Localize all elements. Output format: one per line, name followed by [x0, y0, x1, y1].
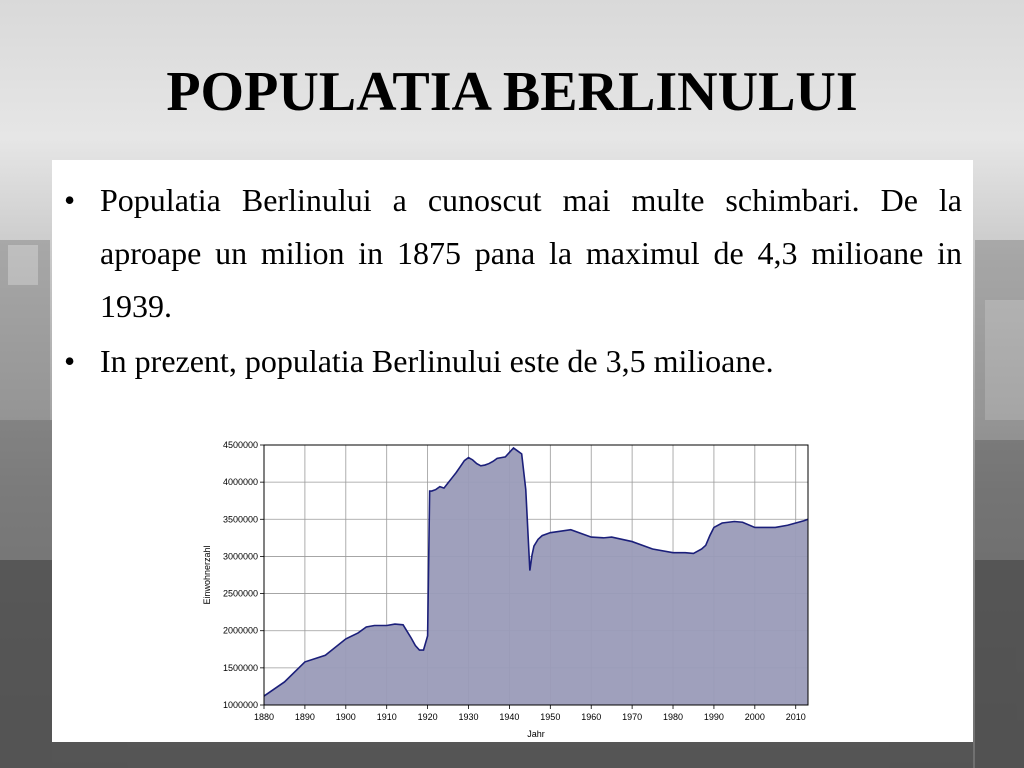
x-tick-label: 1940 — [499, 712, 520, 722]
x-tick-label: 1950 — [540, 712, 561, 722]
x-tick-label: 1900 — [335, 712, 356, 722]
x-tick-label: 1960 — [581, 712, 602, 722]
y-tick-label: 1000000 — [222, 700, 258, 710]
y-tick-label: 4500000 — [222, 440, 258, 450]
x-tick-label: 1910 — [376, 712, 397, 722]
y-tick-label: 2000000 — [222, 625, 258, 636]
x-tick-label: 1880 — [253, 712, 275, 722]
x-axis-label: Jahr — [527, 729, 545, 739]
x-tick-label: 1890 — [294, 712, 315, 722]
x-axis-ticks — [254, 705, 806, 722]
x-tick-label: 1920 — [417, 712, 438, 722]
x-tick-label: 1990 — [703, 712, 724, 722]
y-axis-label: Einwohnerzahl — [202, 545, 212, 605]
y-tick-label: 3500000 — [222, 514, 258, 525]
y-tick-label: 3000000 — [222, 551, 258, 562]
bullet-text: In prezent, populatia Berlinului este de 3,5 milioane. — [100, 343, 774, 379]
x-tick-label: 1970 — [622, 712, 643, 722]
x-tick-label: 2010 — [785, 712, 806, 722]
x-tick-label: 2000 — [744, 712, 765, 722]
population-chart — [52, 160, 973, 742]
y-tick-label: 4000000 — [222, 477, 258, 488]
content-panel — [52, 160, 973, 742]
bullet-text: Populatia Berlinului a cunoscut mai multe schimbari. De la aproape un milion in 1875 pana la maximul de 4,3 milioane in 1939. — [100, 182, 962, 324]
y-axis-ticks — [223, 440, 264, 710]
slide-title: POPULATIA BERLINULUI — [166, 61, 858, 123]
x-tick-label: 1930 — [458, 712, 479, 722]
x-tick-label: 1980 — [663, 712, 684, 722]
y-tick-label: 1500000 — [222, 662, 258, 673]
y-tick-label: 2500000 — [222, 588, 258, 599]
bullet-marker: • — [64, 182, 76, 218]
bullet-marker: • — [64, 343, 76, 379]
